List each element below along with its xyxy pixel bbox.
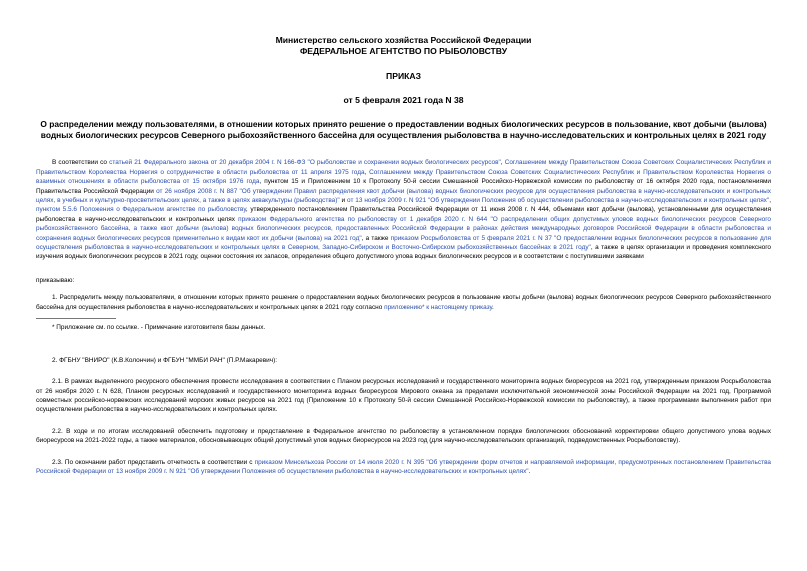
preamble-text-6: , (769, 197, 771, 205)
link-resolution-921[interactable]: от 13 ноября 2009 г. N 921 "Об утверждении Положения об осуществлении рыболовства в научно-исследовательских и контрольных целях" (347, 197, 770, 205)
preamble-text-4: , пунктом 15 и Приложением 10 к Протоколу 50-й сессии Смешанной Российско-Норвежской комиссии по рыболовству от 16 октября 2020 года, постановлениями Правительства Российской Федерации (36, 178, 771, 195)
link-order-644[interactable]: приказом Федерального агентства по рыболовству от 1 декабря 2020 г. N 644 "О распределении общих допустимых уловов водных биологических ресурсов Северного рыбохозяйственного бассейна, а также квот добычи (вылова) водных биологических ресурсов, предоставленных Российской Федерации в районах действия международных договоров Российской Федерации в области рыболовства и сохранения водных биологических ресурсов применительно к видам квот их добычи (вылова) на 2021 год" (36, 215, 771, 242)
item-2-heading: 2. ФГБНУ "ВНИРО" (К.В.Колончин) и ФГБУН "ММБИ РАН" (П.Р.Макаревич): (52, 357, 278, 365)
link-order-37[interactable]: приказом Росрыболовства от 5 февраля 2021 г. N 37 "О предоставлении водных биологических ресурсов в пользование для осуществления рыболовства в научно-исследовательских и контрольных целях в Северном, Западно-Сибирском и Восточно-Сибирском рыбохозяйственных бассейнах в 2021 году" (36, 234, 771, 252)
footnote-divider (36, 318, 116, 319)
preamble-text-5: и (339, 197, 348, 205)
preamble-text-1: В соответствии со (52, 159, 110, 167)
preamble-text-8: , а также (361, 234, 391, 242)
item-2-3-paragraph (36, 458, 771, 477)
document-title: О распределении между пользователями, в отношении которых принято решение о предоставлении водных биологических ресурсов в пользование, квот добычи (вылова) водных биологических ресурсов Северного рыбохозяйственного бассейна для осуществления рыболовства в научно-исследовательских и контрольных целях в 2021 году (40, 119, 767, 141)
preamble-text-2: , (500, 159, 505, 167)
footnote-text: * Приложение см. по ссылке. - Примечание изготовителя базы данных. (52, 324, 266, 332)
order-word: приказываю: (36, 276, 75, 284)
item-1-text-2: . (492, 303, 494, 311)
link-appendix[interactable]: приложению* к настоящему приказу (384, 303, 493, 311)
item-1-paragraph (36, 293, 771, 312)
link-agreement-1975[interactable]: Соглашением между Правительством Союза Советских Социалистических Республик и Правительством Королевства Норвегия о сотрудничестве в области рыболовства от 11 апреля 1975 года (36, 159, 771, 176)
preamble-paragraph (36, 158, 771, 261)
document-type: ПРИКАЗ (386, 71, 421, 81)
preamble-text-3: , (364, 168, 370, 176)
ministry-name: Министерство сельского хозяйства Российской Федерации (275, 35, 532, 45)
item-2-3-text-2: . (528, 467, 531, 475)
document-date-number: от 5 февраля 2021 года N 38 (343, 95, 464, 105)
item-2-3-text-1: 2.3. По окончании работ представить отчетность в соответствии с (52, 458, 255, 466)
link-federal-law-166[interactable]: статьей 21 Федерального закона от 20 декабря 2004 г. N 166-ФЗ "О рыболовстве и сохранении водных биологических ресурсов" (109, 159, 501, 167)
item-1-text-1: 1. Распределить между пользователями, в отношении которых принято решение о предоставлении водных биологических ресурсов в пользование квоты добычи (вылова) водных биологических ресурсов Северного рыбохозяйственного бассейна для осуществления рыболовства в научно-исследовательских и контрольных целях в 2021 году согласно (36, 294, 771, 311)
link-agreement-1976[interactable]: Соглашением между Правительством Союза Советских Социалистических Республик и Правительством Королевства Норвегия о взаимных отношениях в области рыболовства от 15 октября 1976 года (36, 168, 772, 186)
item-2-2-paragraph: 2.2. В ходе и по итогам исследований обеспечить подготовку и представление в Федеральное агентство по рыболовству в установленном порядке биологических обоснований корректировки общего допустимого улова водных биоресурсов на 2021-2022 годы, а также материалов, обосновывающих общий допустимый улов водных биоресурсов на 2023 год (для научно-исследовательских организаций, подведомственных Росрыболовству). (36, 427, 771, 445)
link-resolution-887[interactable]: от 26 ноября 2008 г. N 887 "Об утверждении Правил распределения квот добычи (вылова) водных биологических ресурсов для осуществления рыболовства в научно-исследовательских и контрольных целях, в учебных и культурно-просветительских целях, а также в целях аквакультуры (рыбоводства)" (36, 187, 771, 205)
item-2-1-paragraph: 2.1. В рамках выделенного ресурсного обеспечения провести исследования в соответствии с Планом ресурсных исследований и государственного мониторинга водных биоресурсов на 2021 год, утвержденным приказом Росрыболовства от 26 ноября 2020 г. N 628, Планом ресурсных исследований и государственного мониторинга водных биоресурсов Мирового океана за пределами исключительной экономической зоны Российской Федерации на 2021 год, Программой совместных российско-норвежских исследований морских живых ресурсов на 2021 год (Приложение 10 к Протоколу 50-й сессии Смешанной Российско-Норвежской комиссии по рыболовству), а также программами выполнения работ при осуществлении рыболовства в научно-исследовательских и контрольных целях. (36, 378, 771, 414)
preamble-text-9: , а также в целях организации и проведения комплексного изучения водных биологических ресурсов в 2021 году, оценки состояния их запасов, определения общего допустимого улова водных биологических ресурсов и в соответствии с поступившими заявками (36, 244, 771, 261)
preamble-text-7: , утвержденного постановлением Правительства Российской Федерации от 11 июня 2008 г. N 444, объемами квот добычи (вылова), установленными для осуществления рыболовства в научно-исследовательских и контрольных целях (36, 206, 771, 223)
agency-name: ФЕДЕРАЛЬНОЕ АГЕНТСТВО ПО РЫБОЛОВСТВУ (299, 46, 508, 56)
link-order-395[interactable]: приказом Минсельхоза России от 14 июля 2020 г. N 395 "Об утверждении форм отчетов и направляемой информации, предусмотренных постановлением Правительства Российской Федерации от 13 ноября 2009 г. N 921 "Об утверждении Положения об осуществлении рыболовства в научно-исследовательских и контрольных целях" (36, 458, 771, 475)
link-clause-5-5-6[interactable]: пунктом 5.5.6 Положения о Федеральном агентстве по рыболовству (36, 206, 246, 214)
